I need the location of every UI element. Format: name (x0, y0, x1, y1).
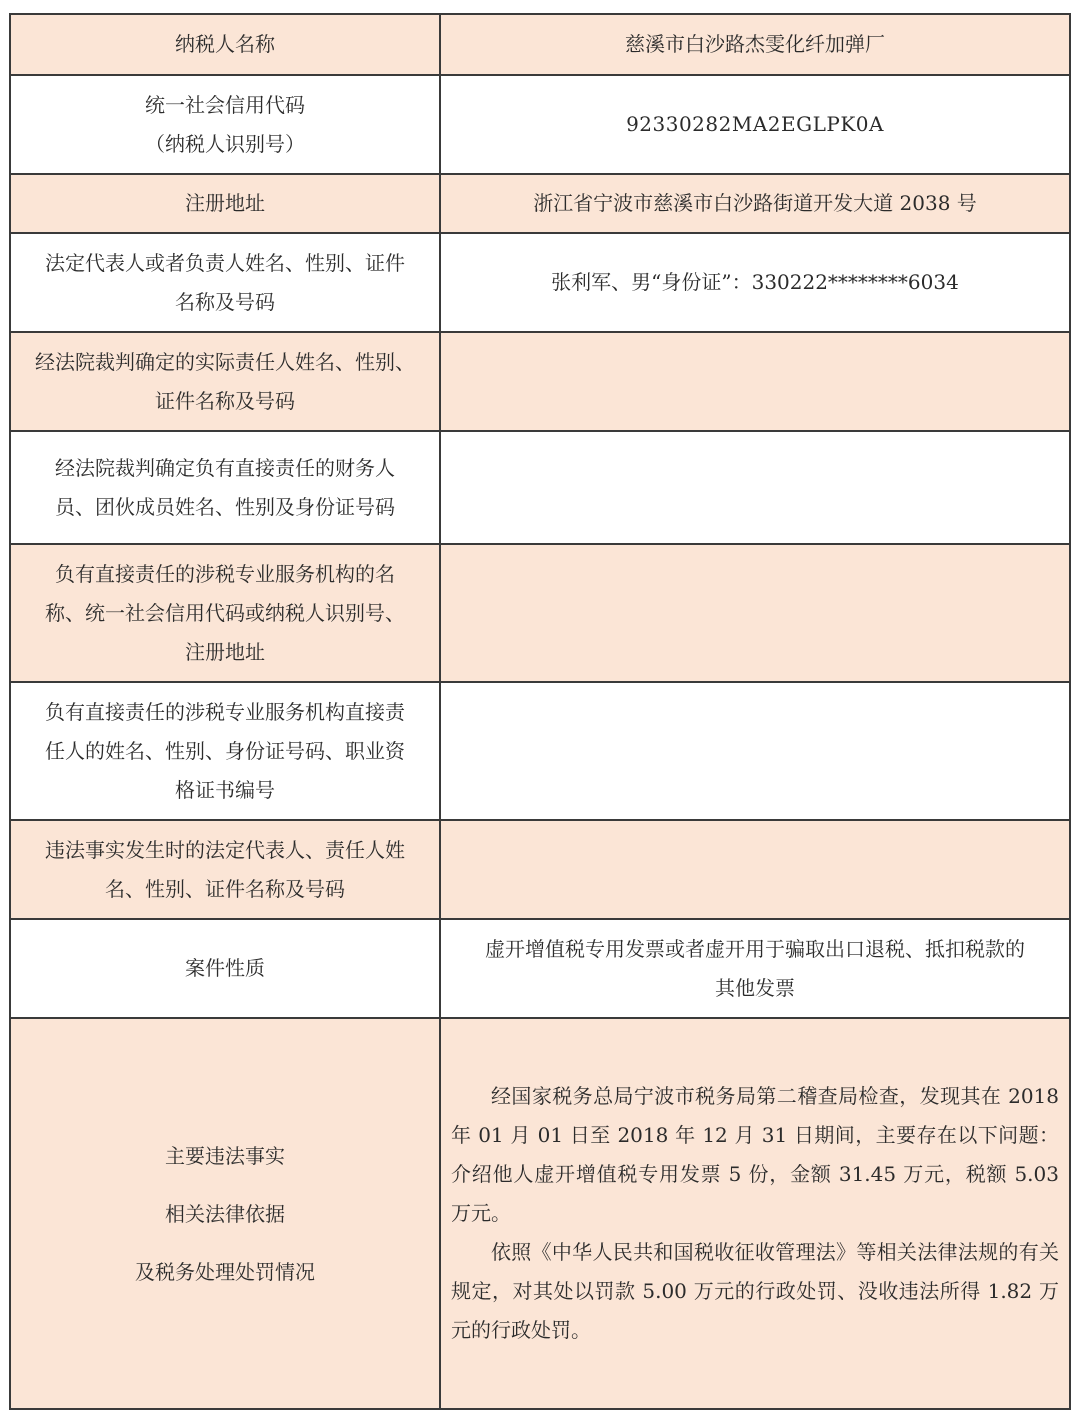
row-label: 负有直接责任的涉税专业服务机构的名 称、统一社会信用代码或纳税人识别号、 注册地址 (10, 544, 440, 682)
representative-at-violation-value (440, 820, 1070, 919)
registered-address-value: 浙江省宁波市慈溪市白沙路街道开发大道 2038 号 (440, 174, 1070, 233)
row-label: 负有直接责任的涉税专业服务机构直接责 任人的姓名、性别、身份证号码、职业资 格证书编号 (10, 682, 440, 820)
row-label: 注册地址 (10, 174, 440, 233)
row-label: 案件性质 (10, 919, 440, 1018)
penalty-paragraph: 依照《中华人民共和国税收征收管理法》等相关法律法规的有关规定，对其处以罚款 5.00 万元的行政处罚、没收违法所得 1.82 万元的行政处罚。 (451, 1240, 1059, 1342)
row-tax-service-agency (10, 544, 1070, 682)
row-actual-responsible-person (10, 332, 1070, 431)
row-registered-address (10, 174, 1070, 233)
facts-paragraph: 经国家税务总局宁波市税务局第二稽查局检查，发现其在 2018 年 01 月 01 日至 2018 年 12 月 31 日期间，主要存在以下问题：介绍他人虚开增值税专用发票 5 份，金额 31.45 万元，税额 5.03 万元。 (451, 1084, 1059, 1225)
row-label: 违法事实发生时的法定代表人、责任人姓 名、性别、证件名称及号码 (10, 820, 440, 919)
agency-responsible-person-value (440, 682, 1070, 820)
row-credit-code (10, 75, 1070, 174)
row-legal-representative (10, 233, 1070, 332)
taxpayer-name-value: 慈溪市白沙路杰雯化纤加弹厂 (440, 14, 1070, 75)
credit-code-value: 92330282MA2EGLPK0A (440, 75, 1070, 174)
case-nature-value: 虚开增值税专用发票或者虚开用于骗取出口退税、抵扣税款的 其他发票 (440, 919, 1070, 1018)
row-finance-staff (10, 431, 1070, 544)
row-taxpayer-name (10, 14, 1070, 75)
row-label: 统一社会信用代码 （纳税人识别号） (10, 75, 440, 174)
row-label: 主要违法事实 相关法律依据 及税务处理处罚情况 (10, 1018, 440, 1409)
finance-staff-value (440, 431, 1070, 544)
row-label: 纳税人名称 (10, 14, 440, 75)
tax-violation-info-table (9, 13, 1071, 1410)
tax-service-agency-value (440, 544, 1070, 682)
row-representative-at-violation (10, 820, 1070, 919)
violation-facts-value (440, 1018, 1070, 1409)
legal-representative-value: 张利军、男“身份证”：330222********6034 (440, 233, 1070, 332)
row-case-nature (10, 919, 1070, 1018)
row-label: 经法院裁判确定负有直接责任的财务人 员、团伙成员姓名、性别及身份证号码 (10, 431, 440, 544)
row-label: 法定代表人或者负责人姓名、性别、证件 名称及号码 (10, 233, 440, 332)
actual-responsible-person-value (440, 332, 1070, 431)
row-violation-facts (10, 1018, 1070, 1409)
row-agency-responsible-person (10, 682, 1070, 820)
row-label: 经法院裁判确定的实际责任人姓名、性别、 证件名称及号码 (10, 332, 440, 431)
